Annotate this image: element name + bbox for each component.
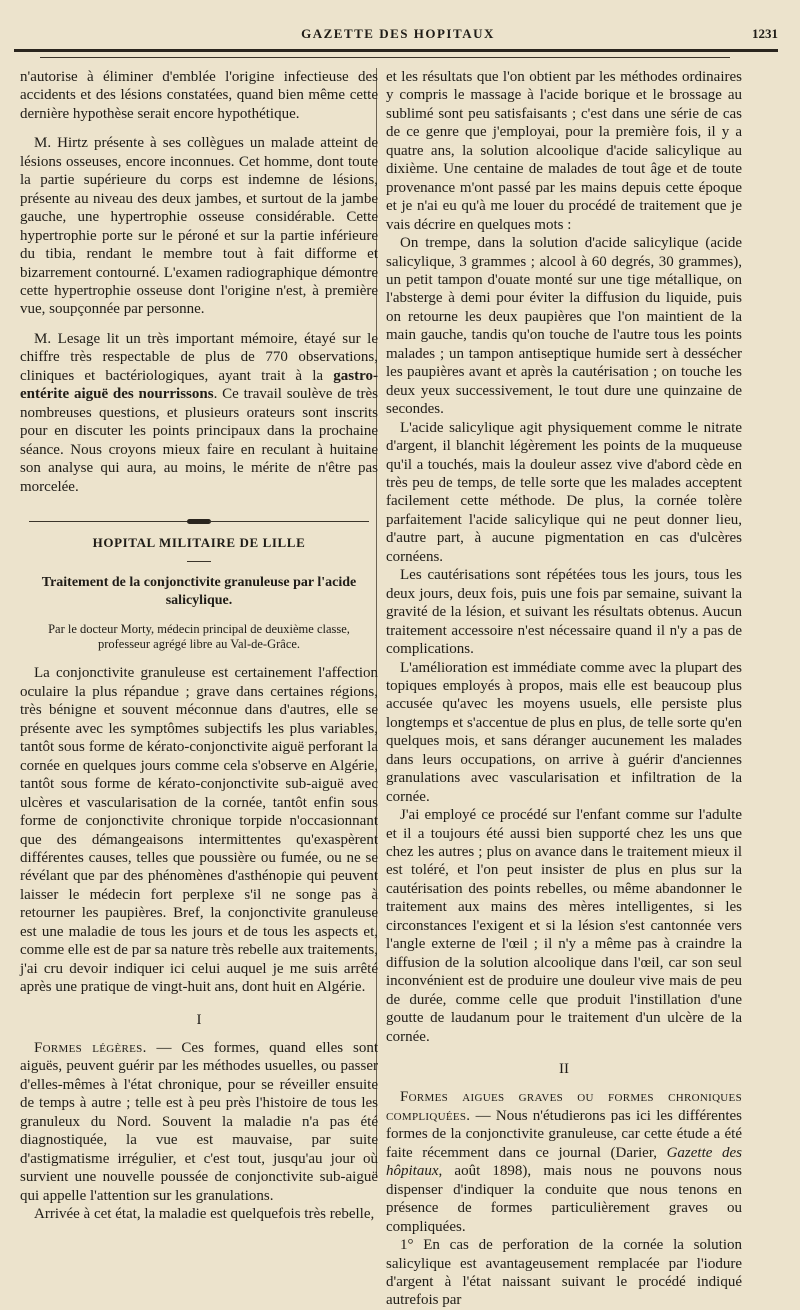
section-ornament	[20, 512, 378, 522]
paragraph	[20, 1039, 378, 1205]
right-column	[386, 68, 742, 1310]
subheading: Formes aigues graves ou formes chroniques compliquées.	[386, 1089, 742, 1124]
section-number: I	[196, 1011, 202, 1028]
short-rule	[187, 561, 211, 562]
paragraph: et les résultats que l'on obtient par les méthodes ordinaires y compris le massage à l'acide borique et le brossage au sublimé sont peu satisfaisants ; c'est dans une série de cas de ce genre que j'employai, pour la première fois, il y a quatre ans, la solution alcoolique d'acide salicylique au dixième. Une centaine de malades de tout âge et de toute provenance m'ont passé par les mains depuis cette époque et je n'ai eu qu'à me louer du procédé de traitement que je vais décrire en quelques mots :	[386, 69, 742, 233]
paragraph: J'ai employé ce procédé sur l'enfant comme sur l'adulte et il a toujours été aussi bien supporté chez les uns que chez les autres ; plus on avance dans le traitement mieux il est toléré, et l'on peut insister de plus en plus sur la cautérisation des points rebelles, ou même abandonner le traitement aux mains des mères intelligentes, si les circonstances l'exigent et si la lésion s'est cantonnée vers l'angle externe de l'œil ; il n'y a même pas à craindre la diffusion de la solution alcoolique dans l'œil, car son seul inconvénient est de produire une douleur vive mais de peu de durée, comme celle que produit l'instillation d'une goutte de laudanum pour le traitement d'un ulcère de la cornée.	[386, 807, 742, 1045]
paragraph: 1° En cas de perforation de la cornée la solution salicylique est avantageusement remplacée par l'iodure d'argent à l'état naissant suivant le procédé indiqué autrefois par	[386, 1237, 742, 1309]
paragraph: L'amélioration est immédiate comme avec la plupart des topiques employés à propos, mais elle est beaucoup plus accusée qu'avec les moyens usuels, elle persiste plus longtemps et s'accentue de plus en plus, de telle sorte qu'en quelques mois, et sans déranger aucunement les malades dans leurs occupations, on arrive à guérir d'anciennes granulations avec vascularisation et infiltration de la cornée.	[386, 659, 742, 805]
paragraph: On trempe, dans la solution d'acide salicylique (acide salicylique, 3 grammes ; alcool à 60 degrés, 30 grammes), un petit tampon d'ouate monté sur une tige métallique, on l'absterge à demi pour éviter la diffusion du liquide, puis on retourne les deux paupières que l'on maintient de la main gauche, tandis qu'on touche de l'autre tous les points malades ; un tampon antiseptique humide sert à dessécher les paupières avant et après la cautérisation ; on touche les deux yeux successivement, le tout dure une quinzaine de secondes.	[386, 235, 742, 418]
page-header	[18, 26, 778, 50]
paragraph: La conjonctivite granuleuse est certainement l'affection oculaire la plus répandue ; grave dans certaines régions, très bénigne et souvent méconnue dans d'autres, elle se présente avec les symptômes subjectifs les plus variables, tantôt sous forme de kérato-conjonctivite aiguë perforant la cornée en quelques jours comme cela s'observe en Algérie, tantôt sous forme de kérato-conjonctivite sub-aiguë avec ulcères et vascularisation de la cornée, tantôt enfin sous forme de conjonctivite chronique torpide n'occasionnant que des démangeaisons intermittentes qu'exaspèrent différentes causes, telles que poussière ou fumée, ou ne se révélant que par des phénomènes d'asthénopie qui peuvent laisser le médecin fort perplexe s'il ne songe pas à retourner les paupières. Bref, la conjonctivite granuleuse est une maladie de tous les jours et de tous les aspects et, comme elle est de par sa nature très rebelle aux traitements, j'ai cru devoir indiquer ici celui auquel je me suis arrêté après une pratique de vingt-huit ans, dont huit en Algérie.	[20, 665, 378, 996]
bold-topic: gastro-entérite aiguë des nourrissons	[20, 367, 378, 403]
paragraph: Arrivée à cet état, la maladie est quelquefois très rebelle,	[34, 1206, 375, 1223]
paragraph: n'autorise à éliminer d'emblée l'origine infectieuse des accidents et des lésions constatées, quand bien même cette dernière hypothèse serait encore hypothétique.	[20, 69, 378, 122]
subheading: Formes légères.	[34, 1040, 147, 1057]
paragraph-text: — Nous n'étudierons pas ici les différentes formes de la conjonctivite granuleuse, car cette étude a été faite récemment dans ce journal (Darier,	[386, 1107, 742, 1161]
header-rule-thin	[40, 57, 730, 58]
article-title: Traitement de la conjonctivite granuleuse par l'acide salicylique.	[41, 575, 357, 609]
paragraph-text: , août 1898), mais nous ne pouvons nous dispenser d'indiquer la conduite que nous tenons en présence de formes particulièrement graves ou compliquées.	[386, 1163, 742, 1235]
paragraph-text: . Ce travail soulève de très nombreuses questions, et plusieurs orateurs sont inscrits pour en discuter les points principaux dans la prochaine séance. Nous croyons mieux faire en reculant à huitaine son analyse qui aura, au moins, le mérite de n'être pas morcelée.	[20, 386, 378, 495]
journal-title: Gazette des hôpitaux	[386, 1144, 742, 1180]
paragraph: Les cautérisations sont répétées tous les jours, tous les deux jours, deux fois, puis une fois par semaine, suivant la gravité de la lésion, et suivant les résultats obtenus. Aucun traitement accessoire n'est nécessaire quand il n'y a pas de complications.	[386, 567, 742, 658]
header-rule-thick	[14, 49, 778, 52]
paragraph	[20, 330, 378, 496]
paragraph	[386, 1088, 742, 1236]
paragraph-text: — Ces formes, quand elles sont aiguës, peuvent guérir par les méthodes usuelles, ou passer d'elles-mêmes à l'état chronique, pour se réveiller ensuite de temps à autre ; telle est à peu près l'histoire de tous les granuleux du Nord. Souvent la maladie n'a pas été diagnostiquée, la vue est mauvaise, par suite d'astigmatisme irrégulier, et c'est tout, jusqu'au jour où survient une nouvelle poussée de conjonctivite sub-aiguë qui appelle l'attention sur les granulations.	[20, 1040, 378, 1204]
left-column	[20, 68, 378, 1224]
section-title: HOPITAL MILITAIRE DE LILLE	[92, 534, 306, 550]
section-number: II	[559, 1061, 569, 1078]
paragraph-text: M. Lesage lit un très important mémoire, étayé sur le chiffre très respectable de plus de 770 observations, cliniques et bactériologiques, ayant trait à la	[20, 330, 378, 384]
article-byline: Par le docteur Morty, médecin principal de deuxième classe, professeur agrégé libre au Val-de-Grâce.	[48, 622, 350, 652]
page-number: 1231	[752, 26, 778, 41]
paragraph: L'acide salicylique agit physiquement comme le nitrate d'argent, il blanchit légèrement les points de la muqueuse qu'il a touchés, mais la douleur assez vive d'abord cède en très peu de temps, de telle sorte que les malades acceptent facilement cette méthode. De plus, la cornée tolère parfaitement l'acide salicylique qui ne peut donner lieu, d'autre part, à aucune pigmentation en cas d'ulcères cornéens.	[386, 419, 742, 565]
running-title: GAZETTE DES HOPITAUX	[301, 26, 495, 41]
paragraph: M. Hirtz présente à ses collègues un malade atteint de lésions osseuses, encore inconnues. Cet homme, dont toute la partie supérieure du corps est indemne de lésions, présente au niveau des deux jambes, et surtout de la jambe gauche, une hypertrophie osseuse considérable. Cette hypertrophie porte sur le péroné et sur la partie inférieure du tibia, rendant le membre tout à fait difforme et bizarrement contourné. L'examen radiographique démontre cette hypertrophie osseuse dont l'origine n'est, à première vue, soupçonnée par personne.	[20, 135, 378, 318]
